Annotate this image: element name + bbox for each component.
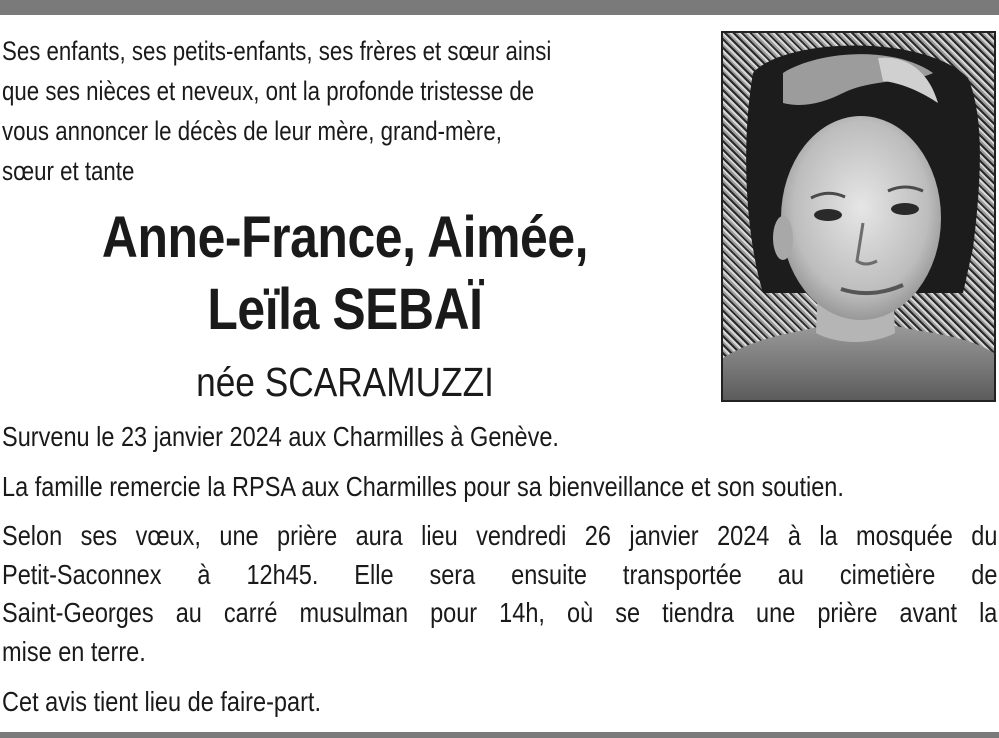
intro-text <box>2 31 590 191</box>
ceremony-line: Selon ses vœux, une prière aura lieu vendredi 26 janvier 2024 à la mosquée du <box>2 520 998 551</box>
ceremony-line: mise en terre. <box>2 635 146 667</box>
intro-line: que ses nièces et neveux, ont la profonde tristesse de <box>2 76 535 106</box>
intro-line: Ses enfants, ses petits-enfants, ses frères et sœur ainsi <box>2 36 552 66</box>
ceremony-line: Saint-Georges au carré musulman pour 14h, où se tiendra une prière avant la <box>2 597 998 628</box>
maiden-name: née SCARAMUZZI <box>196 359 494 405</box>
closing-text: Cet avis tient lieu de faire-part. <box>2 686 321 717</box>
bottom-rule <box>0 732 999 738</box>
portrait-photo-icon <box>721 31 996 402</box>
ceremony-line: Petit-Saconnex à 12h45. Elle sera ensuite transportée au cimetière de <box>2 558 998 590</box>
deceased-name <box>0 202 690 346</box>
ceremony-text <box>2 517 997 671</box>
name-line-first: Anne-France, Aimée, <box>101 205 589 270</box>
thanks-text: La famille remercie la RPSA aux Charmilles pour sa bienveillance et son soutien. <box>2 471 844 502</box>
top-rule <box>0 0 999 15</box>
name-line-second: Leïla SEBAÏ <box>207 277 483 342</box>
death-date-text: Survenu le 23 janvier 2024 aux Charmilles à Genève. <box>2 421 559 452</box>
intro-line: sœur et tante <box>2 156 135 186</box>
intro-line: vous annoncer le décès de leur mère, grand-mère, <box>2 116 502 146</box>
